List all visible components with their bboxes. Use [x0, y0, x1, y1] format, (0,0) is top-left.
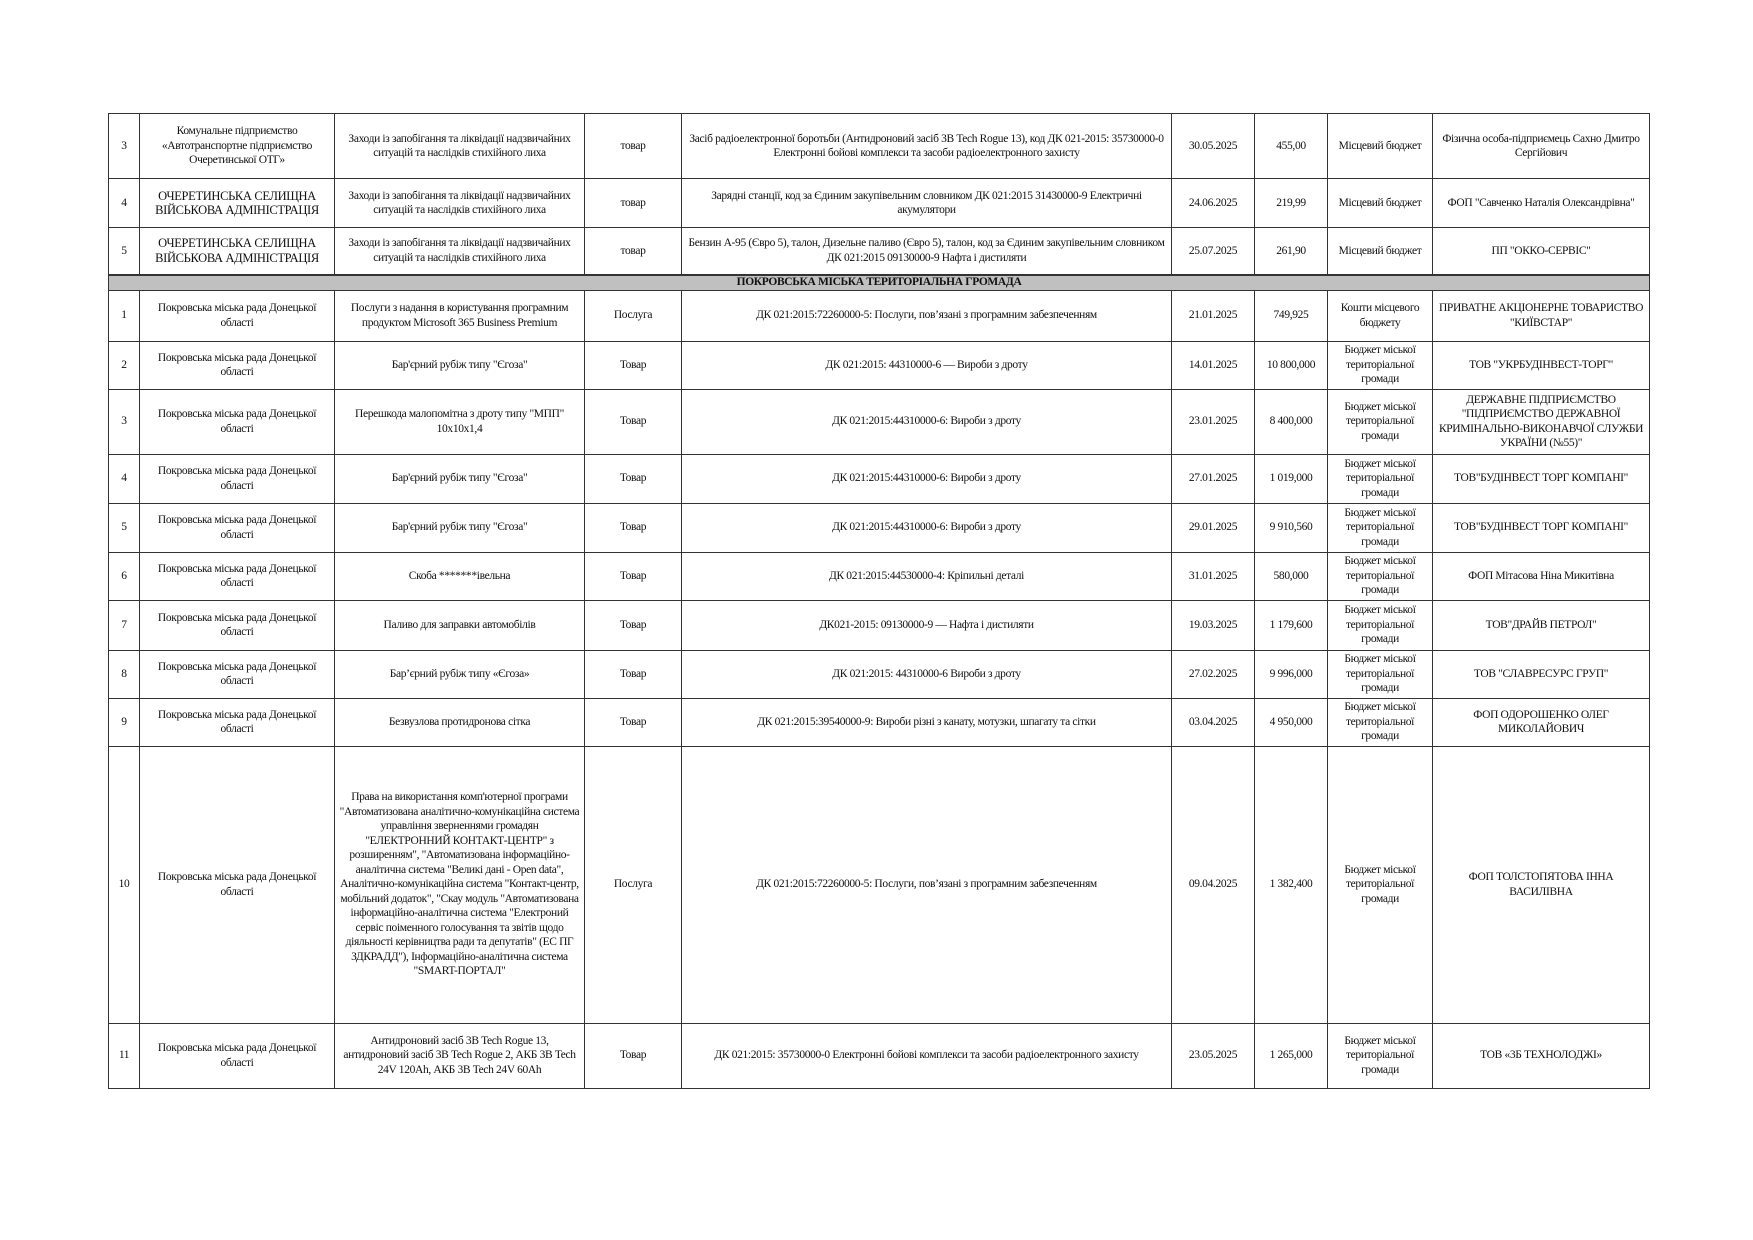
table-row [109, 389, 1650, 454]
cell-type: Товар [585, 1023, 682, 1088]
cell-date: 14.01.2025 [1172, 341, 1255, 389]
cell-purpose: Бар’єрний рубіж типу «Єгоза» [335, 650, 585, 698]
cell-purpose: Заходи із запобігання та ліквідації надзвичайних ситуацій та наслідків стихійного лиха [335, 114, 585, 179]
cell-date: 25.07.2025 [1172, 228, 1255, 275]
cell-source: Бюджет міської територіальної громади [1328, 600, 1433, 650]
cell-purpose: Права на використання комп'ютерної програми "Автоматизована аналітично-комунікаційна система управління зверненнями громадян "ЕЛЕКТРОННИЙ КОНТАКТ-ЦЕНТР" з розширенням", "Автоматизована інформаційно- аналітична система "Великі дані - Open data", Аналітично-комунікаційна система "Контакт-центр, мобільний додаток", "Скау модуль "Автоматизована інформаційно-аналітична система "Електроний сервіс поіменного голосування та звітів щодо діяльності керівництва ради та депутатів" (ЕС ПГ ЗДКРАДД"), Інформаційно-аналітична система "SMART-ПОРТАЛ" [335, 746, 585, 1023]
cell-date: 24.06.2025 [1172, 179, 1255, 228]
cell-num: 11 [109, 1023, 140, 1088]
table-row [109, 552, 1650, 600]
cell-customer: Покровська міська рада Донецької області [140, 454, 335, 503]
cell-customer: ОЧЕРЕТИНСЬКА СЕЛИЩНА ВІЙСЬКОВА АДМІНІСТРАЦІЯ [140, 179, 335, 228]
cell-amount: 749,925 [1255, 290, 1328, 341]
cell-subject: ДК 021:2015:44530000-4: Кріпильні деталі [682, 552, 1172, 600]
cell-purpose: Скоба *******івельна [335, 552, 585, 600]
table-row [109, 114, 1650, 179]
cell-subject: ДК 021:2015:44310000-6: Вироби з дроту [682, 389, 1172, 454]
table-row [109, 1023, 1650, 1088]
table-row [109, 600, 1650, 650]
cell-purpose: Послуги з надання в користування програмним продуктом Microsoft 365 Business Premium [335, 290, 585, 341]
cell-num: 2 [109, 341, 140, 389]
cell-customer: Покровська міська рада Донецької області [140, 341, 335, 389]
table-row [109, 698, 1650, 746]
cell-purpose: Перешкода малопомітна з дроту типу "МПП" 10х10х1,4 [335, 389, 585, 454]
cell-source: Бюджет міської територіальної громади [1328, 454, 1433, 503]
cell-date: 29.01.2025 [1172, 503, 1255, 552]
cell-subject: ДК 021:2015:44310000-6: Вироби з дроту [682, 503, 1172, 552]
cell-supplier: ТОВ "СЛАВРЕСУРС ГРУП" [1433, 650, 1650, 698]
cell-customer: Покровська міська рада Донецької області [140, 290, 335, 341]
cell-supplier: ФОП Мітасова Ніна Микитівна [1433, 552, 1650, 600]
cell-date: 31.01.2025 [1172, 552, 1255, 600]
cell-num: 4 [109, 179, 140, 228]
cell-purpose: Заходи із запобігання та ліквідації надзвичайних ситуацій та наслідків стихійного лиха [335, 179, 585, 228]
cell-subject: ДК 021:2015: 35730000-0 Електронні бойові комплекси та засоби радіоелектронного захисту [682, 1023, 1172, 1088]
cell-date: 21.01.2025 [1172, 290, 1255, 341]
cell-customer: Покровська міська рада Донецької області [140, 1023, 335, 1088]
cell-customer: Покровська міська рада Донецької області [140, 600, 335, 650]
cell-subject: Зарядні станції, код за Єдиним закупівельним словником ДК 021:2015 31430000-9 Електричні акумулятори [682, 179, 1172, 228]
cell-supplier: ТОВ"БУДІНВЕСТ ТОРГ КОМПАНІ" [1433, 454, 1650, 503]
cell-type: товар [585, 228, 682, 275]
table-row [109, 228, 1650, 275]
cell-supplier: ТОВ"ДРАЙВ ПЕТРОЛ" [1433, 600, 1650, 650]
cell-num: 5 [109, 228, 140, 275]
cell-amount: 261,90 [1255, 228, 1328, 275]
cell-num: 5 [109, 503, 140, 552]
cell-customer: ОЧЕРЕТИНСЬКА СЕЛИЩНА ВІЙСЬКОВА АДМІНІСТРАЦІЯ [140, 228, 335, 275]
cell-purpose: Бар'єрний рубіж типу "Єгоза" [335, 503, 585, 552]
cell-source: Бюджет міської територіальної громади [1328, 341, 1433, 389]
cell-type: Послуга [585, 290, 682, 341]
cell-subject: ДК 021:2015: 44310000-6 — Вироби з дроту [682, 341, 1172, 389]
cell-source: Місцевий бюджет [1328, 228, 1433, 275]
table-row [109, 290, 1650, 341]
cell-amount: 1 019,000 [1255, 454, 1328, 503]
cell-customer: Покровська міська рада Донецької області [140, 698, 335, 746]
table-row [109, 341, 1650, 389]
cell-type: Товар [585, 341, 682, 389]
cell-amount: 9 996,000 [1255, 650, 1328, 698]
cell-type: Товар [585, 552, 682, 600]
cell-date: 23.01.2025 [1172, 389, 1255, 454]
cell-subject: ДК 021:2015: 44310000-6 Вироби з дроту [682, 650, 1172, 698]
cell-supplier: ТОВ «3Б ТЕХНОЛОДЖІ» [1433, 1023, 1650, 1088]
cell-amount: 455,00 [1255, 114, 1328, 179]
cell-source: Кошти місцевого бюджету [1328, 290, 1433, 341]
cell-num: 3 [109, 114, 140, 179]
cell-customer: Покровська міська рада Донецької області [140, 503, 335, 552]
cell-date: 30.05.2025 [1172, 114, 1255, 179]
cell-type: Послуга [585, 746, 682, 1023]
cell-source: Бюджет міської територіальної громади [1328, 650, 1433, 698]
table-row [109, 746, 1650, 1023]
cell-amount: 4 950,000 [1255, 698, 1328, 746]
cell-purpose: Паливо для заправки автомобілів [335, 600, 585, 650]
cell-num: 1 [109, 290, 140, 341]
cell-num: 4 [109, 454, 140, 503]
cell-subject: ДК 021:2015:72260000-5: Послуги, пов’язані з програмним забезпеченням [682, 746, 1172, 1023]
table-row [109, 454, 1650, 503]
cell-date: 19.03.2025 [1172, 600, 1255, 650]
cell-source: Місцевий бюджет [1328, 114, 1433, 179]
cell-amount: 580,000 [1255, 552, 1328, 600]
cell-num: 3 [109, 389, 140, 454]
cell-amount: 9 910,560 [1255, 503, 1328, 552]
cell-purpose: Бар'єрний рубіж типу "Єгоза" [335, 454, 585, 503]
cell-supplier: ТОВ "УКРБУДІНВЕСТ-ТОРГ" [1433, 341, 1650, 389]
cell-num: 6 [109, 552, 140, 600]
cell-date: 27.02.2025 [1172, 650, 1255, 698]
cell-type: товар [585, 114, 682, 179]
cell-source: Бюджет міської територіальної громади [1328, 698, 1433, 746]
cell-num: 7 [109, 600, 140, 650]
cell-purpose: Заходи із запобігання та ліквідації надзвичайних ситуацій та наслідків стихійного лиха [335, 228, 585, 275]
cell-type: Товар [585, 698, 682, 746]
cell-customer: Комунальне підприємство «Автотранспортне підприємство Очеретинської ОТГ» [140, 114, 335, 179]
cell-supplier: ФОП "Савченко Наталія Олександрівна" [1433, 179, 1650, 228]
cell-amount: 8 400,000 [1255, 389, 1328, 454]
cell-type: Товар [585, 600, 682, 650]
cell-date: 27.01.2025 [1172, 454, 1255, 503]
cell-type: Товар [585, 650, 682, 698]
cell-num: 10 [109, 746, 140, 1023]
cell-customer: Покровська міська рада Донецької області [140, 650, 335, 698]
cell-subject: ДК 021:2015:39540000-9: Вироби різні з канату, мотузки, шпагату та сітки [682, 698, 1172, 746]
table-row [109, 179, 1650, 228]
cell-date: 23.05.2025 [1172, 1023, 1255, 1088]
section-title: ПОКРОВСЬКА МІСЬКА ТЕРИТОРІАЛЬНА ГРОМАДА [109, 275, 1650, 291]
cell-purpose: Безвузлова протидронова сітка [335, 698, 585, 746]
table-row [109, 503, 1650, 552]
cell-subject: ДК 021:2015:72260000-5: Послуги, пов’язані з програмним забезпеченням [682, 290, 1172, 341]
cell-source: Бюджет міської територіальної громади [1328, 552, 1433, 600]
cell-subject: ДК021-2015: 09130000-9 — Нафта і дистиляти [682, 600, 1172, 650]
section-header-row [109, 275, 1650, 291]
cell-amount: 10 800,000 [1255, 341, 1328, 389]
cell-num: 9 [109, 698, 140, 746]
cell-supplier: Фізична особа-підприємець Сахно Дмитро Сергійович [1433, 114, 1650, 179]
cell-customer: Покровська міська рада Донецької області [140, 389, 335, 454]
cell-supplier: ФОП ОДОРОШЕНКО ОЛЕГ МИКОЛАЙОВИЧ [1433, 698, 1650, 746]
cell-type: Товар [585, 389, 682, 454]
cell-supplier: ПРИВАТНЕ АКЦІОНЕРНЕ ТОВАРИСТВО "КИЇВСТАР" [1433, 290, 1650, 341]
cell-supplier: ФОП ТОЛСТОПЯТОВА ІННА ВАСИЛІВНА [1433, 746, 1650, 1023]
cell-source: Місцевий бюджет [1328, 179, 1433, 228]
cell-type: Товар [585, 503, 682, 552]
cell-supplier: ДЕРЖАВНЕ ПІДПРИЄМСТВО "ПІДПРИЄМСТВО ДЕРЖАВНОЇ КРИМІНАЛЬНО-ВИКОНАВЧОЇ СЛУЖБИ УКРАЇНИ (№55)" [1433, 389, 1650, 454]
cell-source: Бюджет міської територіальної громади [1328, 1023, 1433, 1088]
cell-amount: 1 382,400 [1255, 746, 1328, 1023]
cell-purpose: Бар'єрний рубіж типу "Єгоза" [335, 341, 585, 389]
cell-date: 09.04.2025 [1172, 746, 1255, 1023]
cell-source: Бюджет міської територіальної громади [1328, 503, 1433, 552]
cell-num: 8 [109, 650, 140, 698]
procurement-table [108, 113, 1650, 1089]
cell-date: 03.04.2025 [1172, 698, 1255, 746]
cell-subject: ДК 021:2015:44310000-6: Вироби з дроту [682, 454, 1172, 503]
cell-supplier: ТОВ"БУДІНВЕСТ ТОРГ КОМПАНІ" [1433, 503, 1650, 552]
cell-source: Бюджет міської територіальної громади [1328, 746, 1433, 1023]
cell-supplier: ПП "ОККО-СЕРВІС" [1433, 228, 1650, 275]
cell-amount: 1 265,000 [1255, 1023, 1328, 1088]
cell-type: Товар [585, 454, 682, 503]
cell-customer: Покровська міська рада Донецької області [140, 746, 335, 1023]
cell-type: товар [585, 179, 682, 228]
cell-customer: Покровська міська рада Донецької області [140, 552, 335, 600]
cell-subject: Бензин А-95 (Євро 5), талон, Дизельне паливо (Євро 5), талон, код за Єдиним закупівельним словником ДК 021:2015 09130000-9 Нафта і дистиляти [682, 228, 1172, 275]
cell-amount: 1 179,600 [1255, 600, 1328, 650]
cell-purpose: Антидроновий засіб 3В Tech Rogue 13, антидроновий засіб 3В Tech Rogue 2, АКБ 3В Tech 24V 120Ah, АКБ 3В Tech 24V 60Ah [335, 1023, 585, 1088]
cell-amount: 219,99 [1255, 179, 1328, 228]
cell-subject: Засіб радіоелектронної боротьби (Антидроновий засіб 3В Tech Rogue 13), код ДК 021-2015: 35730000-0 Електронні бойові комплекси та засоби радіоелектронного захисту [682, 114, 1172, 179]
cell-source: Бюджет міської територіальної громади [1328, 389, 1433, 454]
table-row [109, 650, 1650, 698]
